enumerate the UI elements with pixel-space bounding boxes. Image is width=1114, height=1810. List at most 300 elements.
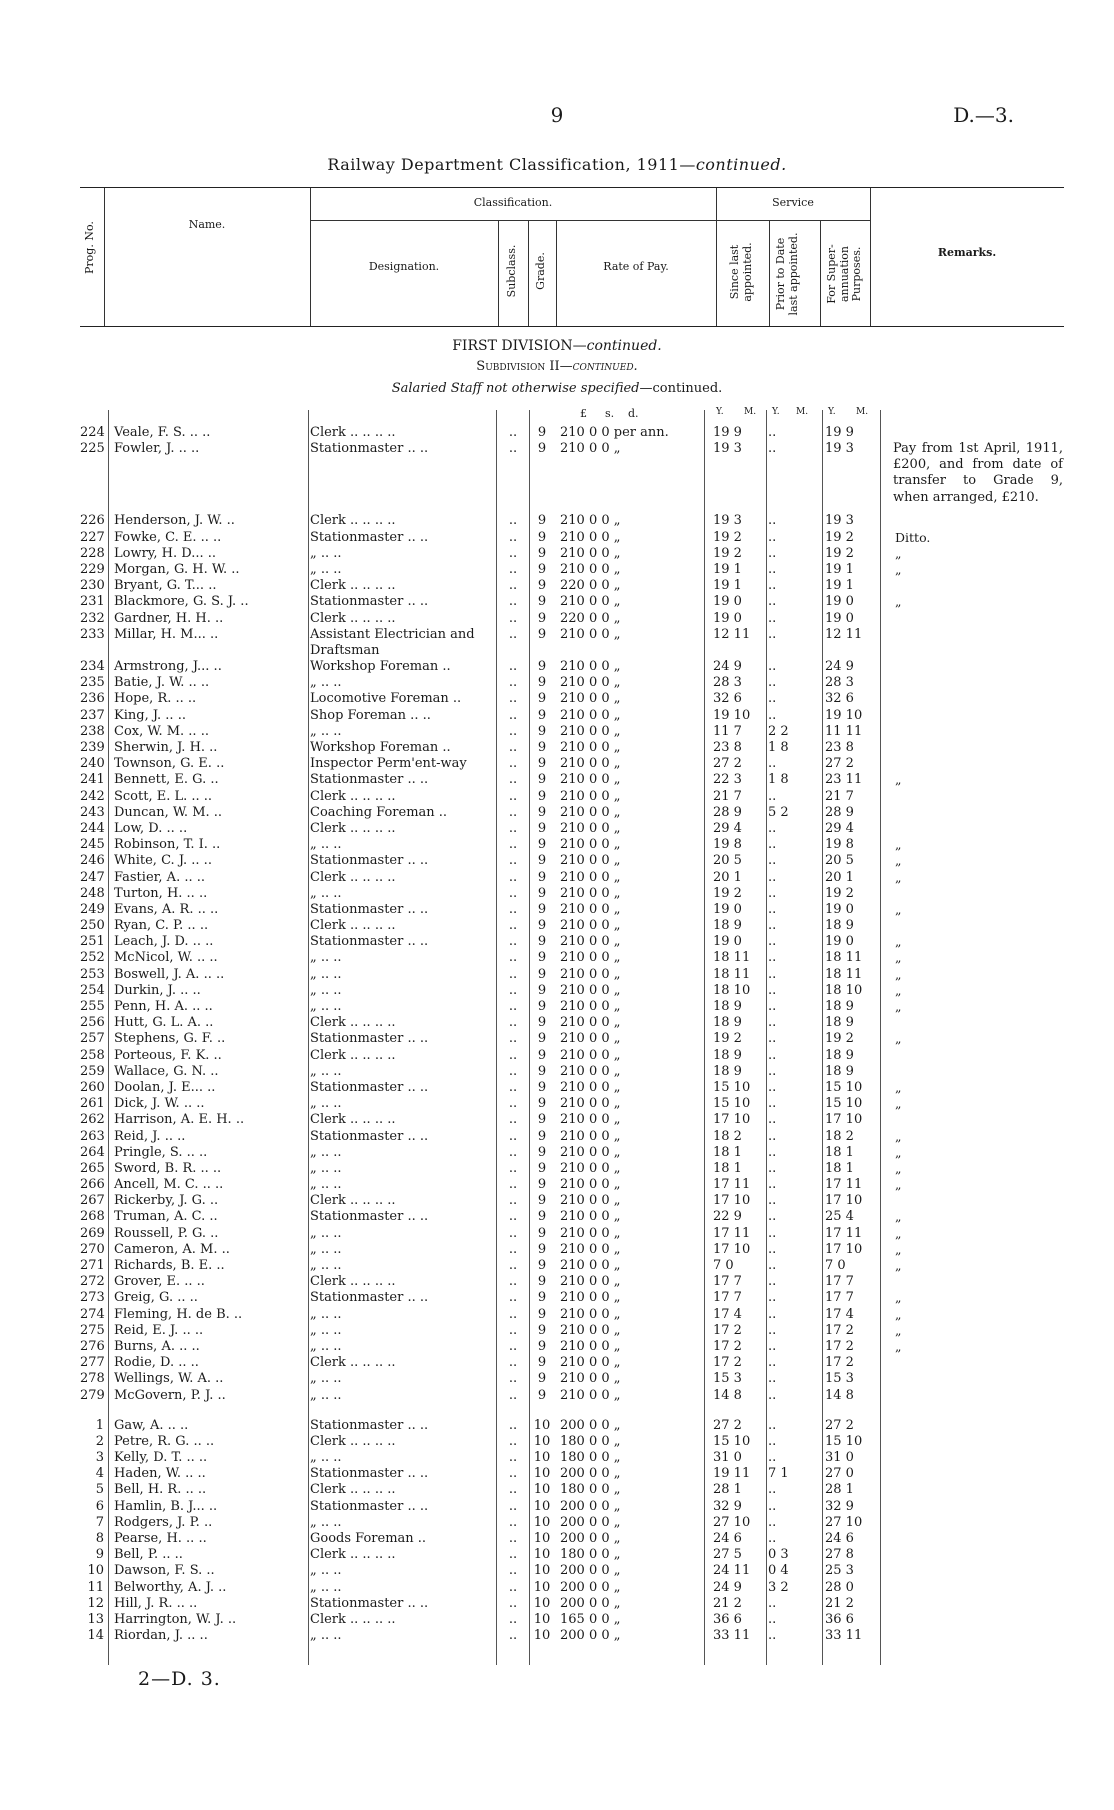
superannuation-cell: 15 10	[825, 1433, 863, 1449]
grade-cell: 9	[537, 691, 547, 707]
prior-to-date-cell: ..	[768, 966, 777, 982]
prog-no-cell: 258	[80, 1047, 105, 1063]
prog-no-cell: 273	[80, 1290, 105, 1306]
superannuation-cell: 28 3	[825, 675, 854, 691]
name-cell: Hutt, G. L. A. ..	[114, 1015, 214, 1031]
subclass-cell: ..	[508, 1274, 518, 1290]
grade-cell: 9	[537, 425, 547, 440]
table-row	[80, 853, 1064, 869]
rate-of-pay-cell: 210 0 0 „	[560, 675, 621, 691]
table-row	[80, 789, 1064, 805]
superannuation-cell: 21 7	[825, 788, 854, 804]
prior-to-date-cell: ..	[768, 610, 777, 626]
rate-of-pay-cell: 180 0 0 „	[560, 1547, 621, 1563]
since-last-cell: 15 10	[713, 1433, 751, 1449]
prior-to-date-cell: ..	[768, 1047, 777, 1063]
grade-cell: 9	[537, 1177, 547, 1193]
since-last-cell: 20 1	[713, 869, 742, 885]
remarks-cell: „	[895, 982, 902, 998]
prior-to-date-cell: ..	[768, 837, 777, 853]
table-row	[80, 1418, 1064, 1434]
prog-no-cell: 4	[95, 1466, 104, 1482]
prog-no-cell: 249	[80, 901, 105, 917]
subclass-cell: ..	[508, 723, 518, 739]
rate-of-pay-cell: 210 0 0 „	[560, 772, 621, 788]
since-last-cell: 19 2	[713, 529, 742, 545]
superannuation-cell: 19 0	[825, 934, 854, 950]
rate-of-pay-cell: 200 0 0 „	[560, 1466, 621, 1482]
table-row	[80, 805, 1064, 821]
prog-no-cell: 278	[80, 1371, 105, 1387]
subclass-cell: ..	[508, 610, 518, 626]
table-row	[80, 611, 1064, 627]
superannuation-cell: 17 10	[825, 1112, 863, 1128]
remarks-cell: „	[895, 1177, 902, 1193]
designation-cell: „ .. ..	[310, 1514, 342, 1530]
designation-cell: Inspector Perm'ent-way	[310, 756, 467, 772]
grade-cell: 9	[537, 950, 547, 966]
header-grade: Grade.	[534, 252, 547, 290]
subclass-cell: ..	[508, 1128, 518, 1144]
prior-to-date-cell: ..	[768, 1450, 777, 1466]
grade-cell: 10	[533, 1466, 551, 1482]
prior-to-date-cell: ..	[768, 1128, 777, 1144]
designation-cell: Clerk .. .. .. ..	[310, 1015, 396, 1031]
superannuation-cell: 17 7	[825, 1274, 854, 1290]
subclass-cell: ..	[508, 425, 518, 440]
remarks-cell: „	[895, 869, 902, 885]
name-cell: Pringle, S. .. ..	[114, 1144, 208, 1160]
rate-of-pay-cell: 210 0 0 „	[560, 756, 621, 772]
grade-cell: 9	[537, 804, 547, 820]
since-last-cell: 18 10	[713, 982, 751, 998]
grade-cell: 9	[537, 441, 547, 457]
table-row	[80, 918, 1064, 934]
table-row	[80, 1563, 1064, 1579]
grade-cell: 9	[537, 1209, 547, 1225]
prog-no-cell: 233	[80, 626, 105, 642]
rate-of-pay-cell: 210 0 0 „	[560, 1241, 621, 1257]
staff-continued: continued.	[652, 381, 723, 396]
designation-cell: Stationmaster .. ..	[310, 1417, 429, 1433]
since-last-cell: 24 6	[713, 1531, 742, 1546]
remarks-cell: „	[895, 1241, 902, 1257]
table-row	[80, 1499, 1064, 1515]
superannuation-cell: 27 2	[825, 756, 854, 772]
rate-of-pay-cell: 210 0 0 „	[560, 820, 621, 836]
since-last-cell: 14 8	[713, 1387, 742, 1403]
prog-no-cell: 274	[80, 1306, 105, 1322]
prior-to-date-cell: ..	[768, 1144, 777, 1160]
since-last-cell: 18 11	[713, 966, 751, 982]
subclass-cell: ..	[508, 529, 518, 545]
prior-to-date-cell: 3 2	[768, 1579, 789, 1595]
row-spacer	[80, 499, 1064, 513]
name-cell: Durkin, J. .. ..	[114, 982, 201, 998]
prior-to-date-cell: ..	[768, 425, 777, 440]
name-cell: Pearse, H. .. ..	[114, 1531, 207, 1546]
since-last-cell: 23 8	[713, 740, 742, 755]
prior-to-date-cell: ..	[768, 594, 777, 610]
superannuation-cell: 19 2	[825, 545, 854, 561]
subclass-cell: ..	[508, 594, 518, 610]
name-cell: Riordan, J. .. ..	[114, 1628, 208, 1644]
subclass-cell: ..	[508, 853, 518, 869]
grade-cell: 9	[537, 707, 547, 723]
row-spacer	[80, 457, 1064, 471]
rate-of-pay-cell: 220 0 0 „	[560, 610, 621, 626]
subclass-cell: ..	[508, 1338, 518, 1354]
name-cell: Dawson, F. S. ..	[114, 1563, 215, 1579]
staff-table	[80, 425, 1064, 1644]
prog-no-cell: 247	[80, 869, 105, 885]
designation-cell: Stationmaster .. ..	[310, 853, 429, 869]
subclass-cell: ..	[508, 1290, 518, 1306]
superannuation-cell: 24 6	[825, 1531, 854, 1546]
prog-no-cell: 253	[80, 966, 105, 982]
name-cell: Haden, W. .. ..	[114, 1466, 206, 1482]
since-last-cell: 15 3	[713, 1371, 742, 1387]
table-row	[80, 950, 1064, 966]
rate-of-pay-cell: 210 0 0 „	[560, 901, 621, 917]
since-last-cell: 27 5	[713, 1547, 742, 1563]
prog-no-cell: 266	[80, 1177, 105, 1193]
designation-cell: Coaching Foreman ..	[310, 804, 448, 820]
subclass-cell: ..	[508, 869, 518, 885]
superannuation-cell: 18 11	[825, 950, 863, 966]
table-row	[80, 967, 1064, 983]
table-row	[80, 1161, 1064, 1177]
remarks-cell: „	[895, 1306, 902, 1322]
remarks-cell: „	[895, 966, 902, 982]
subclass-cell: ..	[508, 1322, 518, 1338]
superannuation-cell: 19 10	[825, 707, 863, 723]
prior-to-date-cell: ..	[768, 1031, 777, 1047]
since-last-cell: 11 7	[713, 723, 742, 739]
designation-cell: Stationmaster .. ..	[310, 1079, 429, 1095]
prior-to-date-cell: ..	[768, 756, 777, 772]
unit-months-1: M.	[744, 407, 757, 417]
designation-cell: „ .. ..	[310, 885, 342, 901]
subclass-cell: ..	[508, 982, 518, 998]
subclass-cell: ..	[508, 1355, 518, 1371]
remarks-cell: „	[895, 999, 902, 1014]
designation-cell: Stationmaster .. ..	[310, 1209, 429, 1225]
rate-of-pay-cell: 210 0 0 „	[560, 982, 621, 998]
prog-no-cell: 246	[80, 853, 105, 869]
prior-to-date-cell: ..	[768, 1112, 777, 1128]
since-last-cell: 18 9	[713, 999, 742, 1014]
superannuation-cell: 28 1	[825, 1482, 854, 1498]
since-last-cell: 33 11	[713, 1628, 751, 1644]
table-row	[80, 627, 1064, 643]
grade-cell: 9	[537, 529, 547, 545]
remarks-cell: „	[895, 853, 902, 869]
since-last-cell: 24 9	[713, 659, 742, 675]
prior-to-date-cell: 1 8	[768, 772, 789, 788]
grade-cell: 10	[533, 1628, 551, 1644]
designation-cell: Clerk .. .. .. ..	[310, 1193, 396, 1209]
superannuation-cell: 18 9	[825, 1063, 854, 1079]
name-cell: Hope, R. .. ..	[114, 691, 197, 707]
title-main: Railway Department Classification, 1911—	[327, 155, 696, 174]
name-cell: Robinson, T. I. ..	[114, 837, 221, 853]
grade-cell: 10	[533, 1482, 551, 1498]
prog-no-cell: 250	[80, 918, 105, 934]
prog-no-cell: 245	[80, 837, 105, 853]
since-last-cell: 24 9	[713, 1579, 742, 1595]
designation-cell: „ .. ..	[310, 1579, 342, 1595]
prior-to-date-cell: ..	[768, 788, 777, 804]
superannuation-cell: 20 5	[825, 853, 854, 869]
rate-of-pay-cell: 165 0 0 „	[560, 1611, 621, 1627]
since-last-cell: 21 7	[713, 788, 742, 804]
name-cell: Fowke, C. E. .. ..	[114, 529, 222, 545]
since-last-cell: 36 6	[713, 1611, 742, 1627]
name-cell: Blackmore, G. S. J. ..	[114, 594, 249, 610]
subclass-cell: ..	[508, 1225, 518, 1241]
table-row	[80, 1612, 1064, 1628]
grade-cell: 9	[537, 1015, 547, 1031]
since-last-cell: 32 9	[713, 1498, 742, 1514]
remarks-cell: „	[895, 901, 902, 917]
prior-to-date-cell: ..	[768, 1387, 777, 1403]
rate-of-pay-cell: 210 0 0 „	[560, 1128, 621, 1144]
rate-of-pay-cell: 210 0 0 „	[560, 441, 621, 457]
prior-to-date-cell: ..	[768, 1498, 777, 1514]
superannuation-cell: 28 9	[825, 804, 854, 820]
subclass-cell: ..	[508, 999, 518, 1014]
prog-no-cell: 254	[80, 982, 105, 998]
superannuation-cell: 17 11	[825, 1225, 863, 1241]
grade-cell: 9	[537, 1290, 547, 1306]
superannuation-cell: 18 9	[825, 918, 854, 934]
name-cell: Bennett, E. G. ..	[114, 772, 219, 788]
grade-cell: 10	[533, 1498, 551, 1514]
name-cell: Lowry, H. D... ..	[114, 545, 217, 561]
since-last-cell: 18 9	[713, 1063, 742, 1079]
table-row	[80, 1531, 1064, 1547]
designation-cell: „ .. ..	[310, 1225, 342, 1241]
header-rate-of-pay: Rate of Pay.	[603, 260, 669, 273]
prog-no-cell: 264	[80, 1144, 105, 1160]
since-last-cell: 19 0	[713, 901, 742, 917]
grade-cell: 9	[537, 772, 547, 788]
prior-to-date-cell: ..	[768, 1531, 777, 1546]
superannuation-cell: 33 11	[825, 1628, 863, 1644]
superannuation-cell: 32 9	[825, 1498, 854, 1514]
prior-to-date-cell: 0 4	[768, 1563, 789, 1579]
subdivision-label: Subdivision II—	[476, 359, 573, 374]
subclass-cell: ..	[508, 1160, 518, 1176]
designation-cell: „ .. ..	[310, 1144, 342, 1160]
prog-no-cell: 262	[80, 1112, 105, 1128]
superannuation-cell: 17 2	[825, 1338, 854, 1354]
table-row	[80, 675, 1064, 691]
header-classification: Classification.	[473, 196, 553, 209]
superannuation-cell: 32 6	[825, 691, 854, 707]
prog-no-cell: 232	[80, 610, 105, 626]
rate-of-pay-cell: 210 0 0 „	[560, 1047, 621, 1063]
since-last-cell: 17 10	[713, 1112, 751, 1128]
grade-cell: 9	[537, 626, 547, 642]
grade-cell: 9	[537, 1128, 547, 1144]
header-name: Name.	[188, 218, 226, 231]
grade-cell: 10	[533, 1611, 551, 1627]
subclass-cell: ..	[508, 1112, 518, 1128]
rate-of-pay-cell: 210 0 0 „	[560, 1290, 621, 1306]
prog-no-cell: 251	[80, 934, 105, 950]
subclass-cell: ..	[508, 691, 518, 707]
superannuation-cell: 17 10	[825, 1193, 863, 1209]
grade-cell: 9	[537, 561, 547, 577]
designation-cell: „ .. ..	[310, 1322, 342, 1338]
prog-no-cell: 14	[87, 1628, 104, 1644]
grade-cell: 9	[537, 594, 547, 610]
remarks-cell: „	[895, 837, 902, 853]
table-row	[80, 1015, 1064, 1031]
designation-cell: Clerk .. .. .. ..	[310, 1112, 396, 1128]
rate-of-pay-cell: 210 0 0 „	[560, 626, 621, 642]
remarks-cell: „	[895, 772, 902, 788]
since-last-cell: 18 9	[713, 918, 742, 934]
name-cell: Rickerby, J. G. ..	[114, 1193, 219, 1209]
prior-to-date-cell: ..	[768, 1274, 777, 1290]
name-cell: Penn, H. A. .. ..	[114, 999, 213, 1014]
subclass-cell: ..	[508, 1241, 518, 1257]
rate-of-pay-cell: 210 0 0 „	[560, 885, 621, 901]
prog-no-cell: 277	[80, 1355, 105, 1371]
prog-no-cell: 13	[87, 1611, 104, 1627]
since-last-cell: 22 3	[713, 772, 742, 788]
name-cell: Petre, R. G. .. ..	[114, 1433, 215, 1449]
superannuation-cell: 18 1	[825, 1160, 854, 1176]
name-cell: Hill, J. R. .. ..	[114, 1595, 198, 1611]
prog-no-cell: 269	[80, 1225, 105, 1241]
subclass-cell: ..	[508, 626, 518, 642]
subclass-cell: ..	[508, 1498, 518, 1514]
name-cell: Batie, J. W. .. ..	[114, 675, 210, 691]
designation-cell: Clerk .. .. .. ..	[310, 1355, 396, 1371]
prog-no-cell: 227	[80, 529, 105, 545]
table-row	[80, 1096, 1064, 1112]
rate-of-pay-cell: 180 0 0 „	[560, 1450, 621, 1466]
table-row	[80, 1242, 1064, 1258]
row-spacer	[80, 471, 1064, 485]
name-cell: Richards, B. E. ..	[114, 1258, 225, 1273]
division-heading	[0, 338, 1114, 354]
name-cell: Gardner, H. H. ..	[114, 610, 224, 626]
designation-cell: Stationmaster .. ..	[310, 1128, 429, 1144]
name-cell: Turton, H. .. ..	[114, 885, 208, 901]
table-row	[80, 578, 1064, 594]
designation-cell: Clerk .. .. .. ..	[310, 1047, 396, 1063]
prog-no-cell: 271	[80, 1258, 105, 1273]
superannuation-cell: 21 2	[825, 1595, 854, 1611]
table-row	[80, 691, 1064, 707]
name-cell: Roussell, P. G. ..	[114, 1225, 219, 1241]
grade-cell: 9	[537, 1387, 547, 1403]
table-row	[80, 1388, 1064, 1404]
superannuation-cell: 36 6	[825, 1611, 854, 1627]
designation-cell: „ .. ..	[310, 1628, 342, 1644]
superannuation-cell: 31 0	[825, 1450, 854, 1466]
name-cell: Sword, B. R. .. ..	[114, 1160, 222, 1176]
rate-of-pay-cell: 210 0 0 „	[560, 1063, 621, 1079]
name-cell: Rodgers, J. P. ..	[114, 1514, 213, 1530]
name-cell: Grover, E. .. ..	[114, 1274, 205, 1290]
since-last-cell: 28 1	[713, 1482, 742, 1498]
subclass-cell: ..	[508, 885, 518, 901]
remarks-cell: „	[895, 1258, 902, 1273]
designation-cell: Stationmaster .. ..	[310, 1466, 429, 1482]
rate-of-pay-cell: 210 0 0 „	[560, 1306, 621, 1322]
prior-to-date-cell: ..	[768, 1306, 777, 1322]
subclass-cell: ..	[508, 950, 518, 966]
name-cell: White, C. J. .. ..	[114, 853, 212, 869]
name-cell: Low, D. .. ..	[114, 820, 188, 836]
table-row	[80, 1434, 1064, 1450]
superannuation-cell: 27 10	[825, 1514, 863, 1530]
prog-no-cell: 243	[80, 804, 105, 820]
grade-cell: 10	[533, 1579, 551, 1595]
subclass-cell: ..	[508, 1611, 518, 1627]
table-row	[80, 1290, 1064, 1306]
since-last-cell: 17 2	[713, 1322, 742, 1338]
prog-no-cell: 7	[95, 1514, 104, 1530]
since-last-cell: 12 11	[713, 626, 751, 642]
subclass-cell: ..	[508, 918, 518, 934]
prog-no-cell: 236	[80, 691, 105, 707]
table-row	[80, 1307, 1064, 1323]
remarks-cell: „	[895, 1338, 902, 1354]
table-row	[80, 983, 1064, 999]
table-row	[80, 1112, 1064, 1128]
superannuation-cell: 18 9	[825, 1047, 854, 1063]
name-cell: Reid, E. J. .. ..	[114, 1322, 204, 1338]
prior-to-date-cell: ..	[768, 1322, 777, 1338]
name-cell: Fowler, J. .. ..	[114, 441, 200, 457]
designation-cell: „ .. ..	[310, 1258, 342, 1273]
rate-of-pay-cell: 210 0 0 per ann.	[560, 425, 669, 440]
grade-cell: 9	[537, 966, 547, 982]
remark-fowler: Pay from 1st April, 1911, £200, and from date of transfer to Grade 9, when arranged, £210.	[893, 441, 1063, 505]
grade-cell: 10	[533, 1514, 551, 1530]
prog-no-cell: 235	[80, 675, 105, 691]
superannuation-cell: 17 2	[825, 1355, 854, 1371]
subclass-cell: ..	[508, 1547, 518, 1563]
since-last-cell: 17 11	[713, 1225, 751, 1241]
since-last-cell: 19 1	[713, 578, 742, 594]
header-superannuation: For Super-annuation Purposes.	[825, 244, 864, 304]
since-last-cell: 22 9	[713, 1209, 742, 1225]
table-row	[80, 562, 1064, 578]
table-row	[80, 1274, 1064, 1290]
prior-to-date-cell: ..	[768, 675, 777, 691]
grade-cell: 9	[537, 1338, 547, 1354]
table-row	[80, 530, 1064, 546]
superannuation-cell: 19 2	[825, 529, 854, 545]
designation-cell: Clerk .. .. .. ..	[310, 1611, 396, 1627]
subclass-cell: ..	[508, 756, 518, 772]
since-last-cell: 19 0	[713, 594, 742, 610]
since-last-cell: 32 6	[713, 691, 742, 707]
prior-to-date-cell: ..	[768, 691, 777, 707]
table-row	[80, 1323, 1064, 1339]
grade-cell: 10	[533, 1563, 551, 1579]
rate-of-pay-cell: 210 0 0 „	[560, 1225, 621, 1241]
superannuation-cell: 11 11	[825, 723, 863, 739]
